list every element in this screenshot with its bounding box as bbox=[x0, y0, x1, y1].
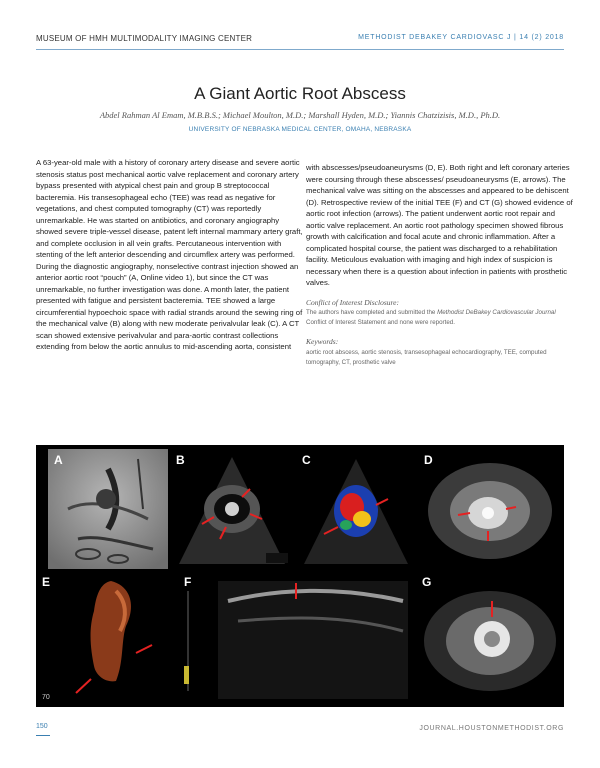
conflict-heading: Conflict of Interest Disclosure: bbox=[306, 297, 399, 307]
panel-label-g: G bbox=[422, 575, 432, 589]
panel-e-scale-label: 70 bbox=[42, 694, 50, 701]
panel-c-doppler bbox=[296, 449, 416, 569]
body-text-left: A 63-year-old male with a history of coronary artery disease and severe aortic stenosis status post mechanical aortic valve replacement and coronary artery bypass presented with atypical chest pain and group B streptococcal bacteremia. His transesophageal echo (TEE) was read as negative for vegetations, and chest computed tomography (CT) was reportedly unremarkable. He was started on antibiotics, and coronary angiography showed severe triple-vessel disease, patent left internal mammary artery graft, and complete occlusion in all vein grafts. Percutaneous intervention with stenting of the left anterior descending and circumflex artery was performed. During the diagnostic angiography, nonselective contrast injection showed an anterior aortic root “pouch” (A, Online video 1), but since the CT was unremarkable, no further investigation was done. A month later, the patient presented with fatigue and persistent bacteremia. TEE showed a large circumferential hypoechoic space with radial strands around the sewing ring of the mechanical valve (B) along with new moderate perivalvular leak (C). A CT scan showed extensive perivalvular and para-aortic contrast collections extending from below the aortic annulus to mid-ascending aorta, consistent bbox=[36, 158, 303, 351]
panel-a-angiography bbox=[48, 449, 168, 569]
panel-d-ct bbox=[418, 449, 560, 569]
panel-label-d: D bbox=[424, 453, 433, 467]
keywords-heading: Keywords: bbox=[306, 337, 339, 346]
panel-label-f: F bbox=[184, 575, 192, 589]
figure-composite bbox=[36, 445, 564, 707]
header-divider bbox=[36, 49, 564, 50]
panel-f-tee bbox=[178, 571, 414, 705]
panel-b-tee bbox=[170, 449, 294, 569]
article-affiliation: UNIVERSITY OF NEBRASKA MEDICAL CENTER, OMAHA, NEBRASKA bbox=[188, 126, 412, 133]
panel-label-b: B bbox=[176, 453, 185, 467]
panel-label-c: C bbox=[302, 453, 311, 467]
article-authors: Abdel Rahman Al Emam, M.B.B.S.; Michael Moulton, M.D.; Marshall Hyden, M.D.; Yiannis Chatzizisis, M.D., Ph.D. bbox=[99, 110, 501, 120]
footer-url[interactable]: JOURNAL.HOUSTONMETHODIST.ORG bbox=[419, 725, 564, 732]
body-text-right: with abscesses/pseudoaneurysms (D, E). Both right and left coronary arteries were coursing through these abscesses/ pseudoaneurysms (E, arrows). The mechanical valve was sitting on the abscesses and appeared to be dehiscent (D). Retrospective review of the initial TEE (F) and CT (G) showed evidence of aortic root infection (arrows). The patient underwent aortic root repair and aortic valve replacement. An aortic root pathology specimen showed fibrous growth with calcification and focal acute and chronic inflammation. After a complicated hospital course, the patient was discharged to a rehabilitation facility. Meticulous evaluation with imaging and high index of suspicion is necessary when there is a question about infection in patients with prosthetic valves. bbox=[306, 163, 573, 287]
keywords-text: aortic root abscess, aortic stenosis, transesophageal echocardiography, TEE, computed tomography, CT, prosthetic valve bbox=[306, 348, 547, 366]
article-title: A Giant Aortic Root Abscess bbox=[194, 84, 406, 103]
body-column-right bbox=[306, 162, 574, 368]
page-number: 150 bbox=[36, 723, 48, 730]
running-header-right: METHODIST DEBAKEY CARDIOVASC J | 14 (2) 2018 bbox=[358, 34, 564, 41]
panel-label-e: E bbox=[42, 575, 51, 589]
page-number-rule bbox=[36, 735, 50, 736]
body-column-left bbox=[36, 157, 304, 353]
panel-e-3d-render bbox=[36, 571, 176, 705]
conflict-text: The authors have completed and submitted the Methodist DeBakey Cardiovascular Journal Conflict of Interest Statement and none were reported. bbox=[306, 309, 556, 326]
panel-label-a: A bbox=[54, 453, 63, 467]
panel-g-ct bbox=[416, 571, 564, 705]
running-header-left: MUSEUM OF HMH MULTIMODALITY IMAGING CENTER bbox=[36, 34, 253, 43]
